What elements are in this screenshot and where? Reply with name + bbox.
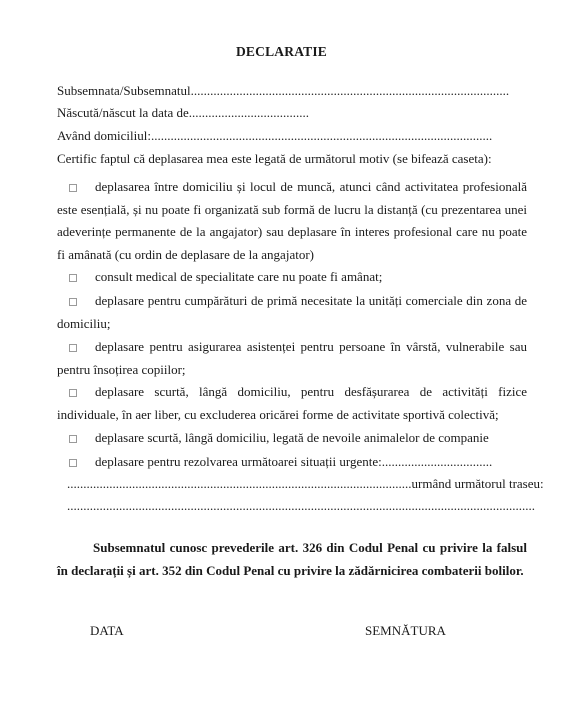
option-shopping — [57, 290, 527, 335]
page-title: DECLARATIE — [235, 44, 327, 59]
date-label: DATA — [90, 623, 124, 638]
option-urgent — [57, 451, 527, 474]
legal-statement: Subsemnatul cunosc prevederile art. 326 din Codul Penal cu privire la falsul în declarații și art. 352 din Codul Penal cu privire la zădărnicirea combaterii bolilor. — [57, 540, 527, 578]
option-pets — [57, 427, 527, 450]
option-work-travel — [57, 176, 527, 266]
urgent-route-line-2[interactable]: ................................................................................................................................................ — [67, 498, 535, 513]
checkbox-icon[interactable] — [69, 274, 77, 282]
signature-label: SEMNĂTURA — [365, 623, 446, 638]
option-assistance — [57, 336, 527, 381]
name-field[interactable]: Subsemnata/Subsemnatul.................................................................................................. — [57, 83, 510, 98]
option-label: deplasare pentru asigurarea asistenței pentru persoane în vârstă, vulnerabile sau pentru însoțirea copiilor; — [57, 339, 527, 377]
urgent-route-line[interactable]: ..........................................................................................................urmând următorul traseu: — [67, 476, 544, 491]
birthdate-field[interactable]: Născută/născut la data de..................................... — [57, 105, 309, 120]
checkbox-icon[interactable] — [69, 389, 77, 397]
certify-text: Certific faptul că deplasarea mea este legată de următorul motiv (se bifează caseta): — [57, 151, 492, 166]
option-label: deplasare scurtă, lângă domiciliu, legată de nevoile animalelor de companie — [95, 430, 489, 445]
address-field[interactable]: Având domiciliul:......................................................................................................... — [57, 128, 493, 143]
option-label: deplasare pentru cumpărături de primă necesitate la unități comerciale din zona de domiciliu; — [57, 293, 527, 331]
option-label: deplasare pentru rezolvarea următoarei situații urgente:.................................. — [95, 454, 493, 469]
checkbox-icon[interactable] — [69, 344, 77, 352]
option-label: consult medical de specialitate care nu poate fi amânat; — [95, 269, 383, 284]
checkbox-icon[interactable] — [69, 435, 77, 443]
option-medical — [57, 266, 527, 289]
option-label: deplasare scurtă, lângă domiciliu, pentru desfășurarea de activități fizice individuale, în aer liber, cu excluderea oricărei forme de activitate sportivă colectivă; — [57, 384, 527, 422]
checkbox-icon[interactable] — [69, 298, 77, 306]
option-physical-activity — [57, 381, 527, 426]
option-label: deplasarea între domiciliu și locul de muncă, atunci când activitatea profesională este esențială, și nu poate fi organizată sub formă de lucru la distanță (cu prezentarea unei adeverințe permanente de la angajator) sau deplasare în interes profesional care nu poate fi amânată (cu ordin de deplasare de la angajator) — [57, 179, 527, 262]
checkbox-icon[interactable] — [69, 184, 77, 192]
checkbox-icon[interactable] — [69, 459, 77, 467]
